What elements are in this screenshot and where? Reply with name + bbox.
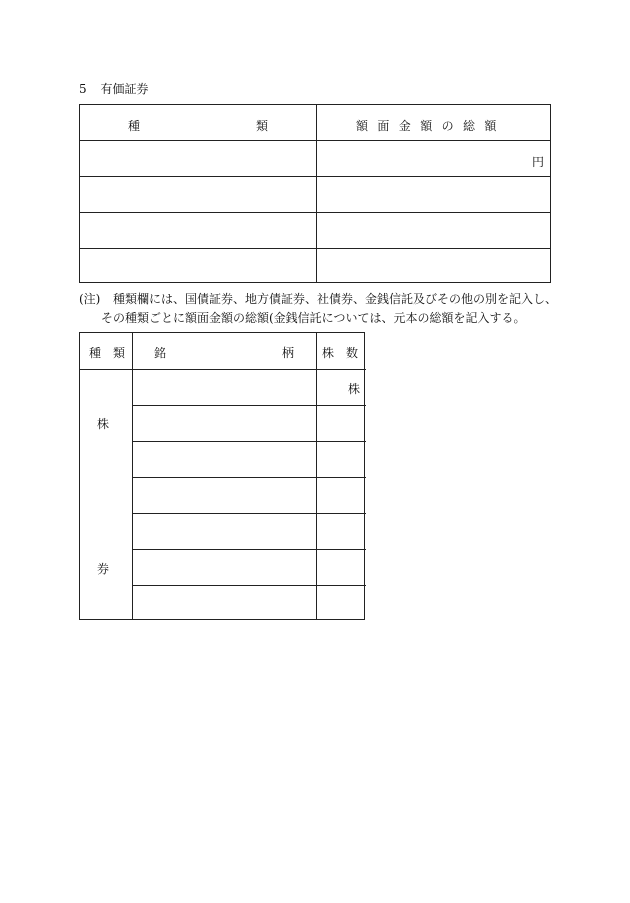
kind-char-certificate: 券 <box>97 562 110 576</box>
stock-table <box>79 332 365 620</box>
table-header-row <box>80 105 550 141</box>
section-number: 5 <box>79 82 87 96</box>
header-total-face-value: 額面金額の総額 <box>356 119 506 133</box>
header-brand-char-2: 柄 <box>282 346 295 360</box>
table-row <box>80 249 550 284</box>
footnote-line-2: その種類ごとに額面金額の総額(金銭信託については、元本の総額を記入する。 <box>101 311 526 325</box>
row-divider <box>132 585 366 586</box>
table-row <box>80 141 550 177</box>
header-kind: 種 類 <box>89 346 126 360</box>
securities-face-value-table <box>79 104 551 283</box>
row-divider <box>132 477 366 478</box>
row-divider <box>132 405 366 406</box>
row-divider <box>132 513 366 514</box>
yen-unit: 円 <box>531 155 544 169</box>
header-kind-char-1: 種 <box>128 119 141 133</box>
row-divider <box>132 549 366 550</box>
table-row <box>80 213 550 249</box>
footnote <box>79 290 557 328</box>
section-heading <box>79 80 148 97</box>
header-shares: 株 数 <box>322 346 359 360</box>
shares-unit: 株 <box>348 382 361 396</box>
table-row <box>80 177 550 213</box>
row-divider <box>132 441 366 442</box>
column-divider <box>316 333 317 619</box>
column-divider <box>132 333 133 619</box>
footnote-label: (注) <box>79 292 101 306</box>
header-brand-char-1: 銘 <box>154 346 167 360</box>
header-divider <box>80 369 366 370</box>
header-kind-char-2: 類 <box>256 119 269 133</box>
kind-char-stock: 株 <box>97 417 110 431</box>
section-title: 有価証券 <box>100 82 149 96</box>
footnote-line-1: 種類欄には、国債証券、地方債証券、社債券、金銭信託及びその他の別を記入し、 <box>113 292 558 306</box>
